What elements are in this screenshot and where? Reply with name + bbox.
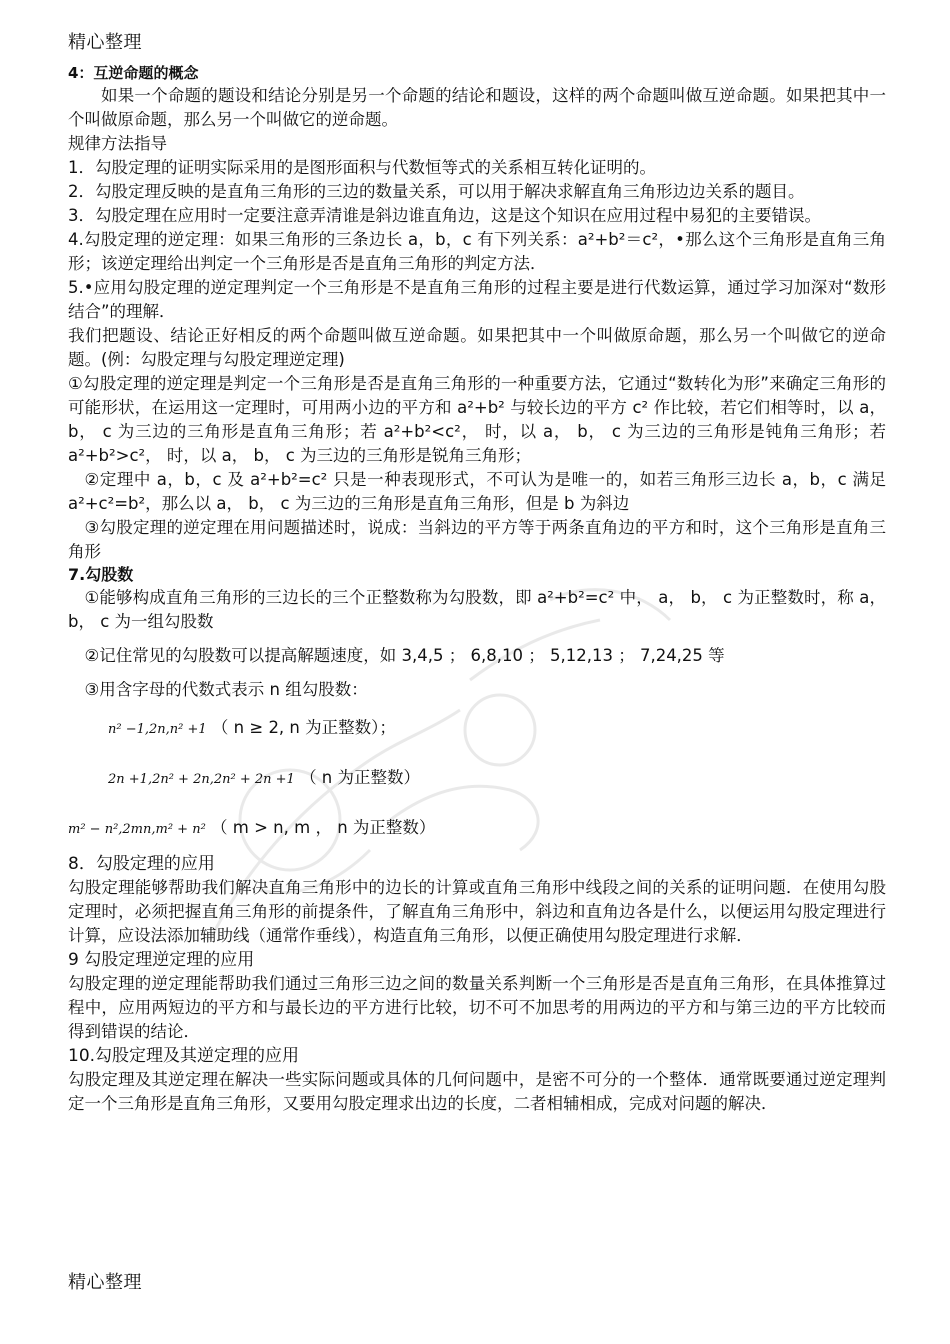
guide-item-2: 2．勾股定理反映的是直角三角形的三边的数量关系，可以用于解决求解直角三角形边边关系的题目。: [68, 182, 805, 201]
section4-paragraph: 如果一个命题的题设和结论分别是另一个命题的结论和题设，这样的两个命题叫做互逆命题。如果把其中一个叫做原命题，那么另一个叫做它的逆命题。: [68, 86, 886, 129]
formula-1-note: （ n ≥ 2, n 为正整数）；: [211, 718, 396, 737]
section7-point-1: ①能够构成直角三角形的三边长的三个正整数称为勾股数，即 a²+b²=c² 中， a， b， c 为正整数时，称 a， b， c 为一组勾股数: [68, 588, 886, 631]
formula-3-expression: m² − n²,2mn,m² + n²: [68, 822, 206, 837]
section10-title: 10.勾股定理及其逆定理的应用: [68, 1046, 300, 1066]
section7-point-2: ②记住常见的勾股数可以提高解题速度，如 3,4,5 ； 6,8,10 ； 5,12,13 ； 7,24,25 等: [84, 646, 725, 665]
section10-paragraph: 勾股定理及其逆定理在解决一些实际问题或具体的几何问题中，是密不可分的一个整体．通常既要通过逆定理判定一个三角形是直角三角形，又要用勾股定理求出边的长度，二者相辅相成，完成对问题的解决．: [68, 1070, 886, 1113]
formula-2: [68, 766, 886, 792]
converse-point-1: ①勾股定理的逆定理是判定一个三角形是否是直角三角形的一种重要方法，它通过“数转化为形”来确定三角形的可能形状，在运用这一定理时，可用两小边的平方和 a²+b² 与较长边的平方 c² 作比较，若它们相等时，以 a， b， c 为三边的三角形是直角三角形；若 a²+b²<c²， 时，以 a， b， c 为三边的三角形是钝角三角形；若 a²+b²>c²， 时，以 a， b， c 为三边的三角形是锐角三角形；: [68, 374, 886, 465]
section9-paragraph: 勾股定理的逆定理能帮助我们通过三角形三边之间的数量关系判断一个三角形是否是直角三角形，在具体推算过程中，应用两短边的平方和与最长边的平方进行比较，切不可不加思考的用两边的平方和与第三边的平方比较而得到错误的结论．: [68, 974, 886, 1041]
guide-item-1: 1．勾股定理的证明实际采用的是图形面积与代数恒等式的关系相互转化证明的。: [68, 158, 656, 177]
guide-item-4: 4.勾股定理的逆定理：如果三角形的三条边长 a，b，c 有下列关系：a²+b²＝c²，•那么这个三角形是直角三角形；该逆定理给出判定一个三角形是否是直角三角形的判定方法．: [68, 230, 886, 273]
guide-title: 规律方法指导: [68, 134, 167, 153]
formula-3: [68, 816, 886, 842]
section4-title: 4：互逆命题的概念: [68, 64, 199, 82]
converse-point-3: ③勾股定理的逆定理在用问题描述时，说成：当斜边的平方等于两条直角边的平方和时，这个三角形是直角三角形: [68, 518, 886, 561]
formula-1: [68, 716, 886, 742]
page-footer: 精心整理: [68, 1272, 142, 1293]
formula-1-expression: n² −1,2n,n² +1: [108, 722, 207, 737]
converse-point-2: ②定理中 a，b，c 及 a²+b²=c² 只是一种表现形式，不可认为是唯一的，如若三角形三边长 a，b，c 满足 a²+c²=b²，那么以 a， b， c 为三边的三角形是直角三角形，但是 b 为斜边: [68, 470, 886, 513]
page-header: 精心整理: [68, 32, 142, 53]
section7-point-3: ③用含字母的代数式表示 n 组勾股数：: [84, 680, 368, 699]
section8-title: 8．勾股定理的应用: [68, 854, 215, 874]
guide-item-3: 3．勾股定理在应用时一定要注意弄清谁是斜边谁直角边，这是这个知识在应用过程中易犯的主要错误。: [68, 206, 821, 225]
guide-item-6: 我们把题设、结论正好相反的两个命题叫做互逆命题。如果把其中一个叫做原命题，那么另一个叫做它的逆命题。(例：勾股定理与勾股定理逆定理): [68, 326, 886, 369]
section7-title: 7.勾股数: [68, 565, 134, 584]
formula-2-expression: 2n +1,2n² + 2n,2n² + 2n +1: [108, 772, 295, 787]
section9-title: 9 勾股定理逆定理的应用: [68, 950, 255, 970]
guide-item-5: 5.•应用勾股定理的逆定理判定一个三角形是不是直角三角形的过程主要是进行代数运算，通过学习加深对“数形结合”的理解．: [68, 278, 886, 321]
section8-paragraph: 勾股定理能够帮助我们解决直角三角形中的边长的计算或直角三角形中线段之间的关系的证明问题．在使用勾股定理时，必须把握直角三角形的前提条件，了解直角三角形中，斜边和直角边各是什么，以便运用勾股定理进行计算，应设法添加辅助线（通常作垂线），构造直角三角形，以便正确使用勾股定理进行求解．: [68, 878, 886, 945]
formula-3-note: （ m > n, m ， n 为正整数）: [211, 818, 436, 837]
formula-2-note: （ n 为正整数）: [300, 768, 421, 787]
document-body: [68, 62, 886, 1116]
